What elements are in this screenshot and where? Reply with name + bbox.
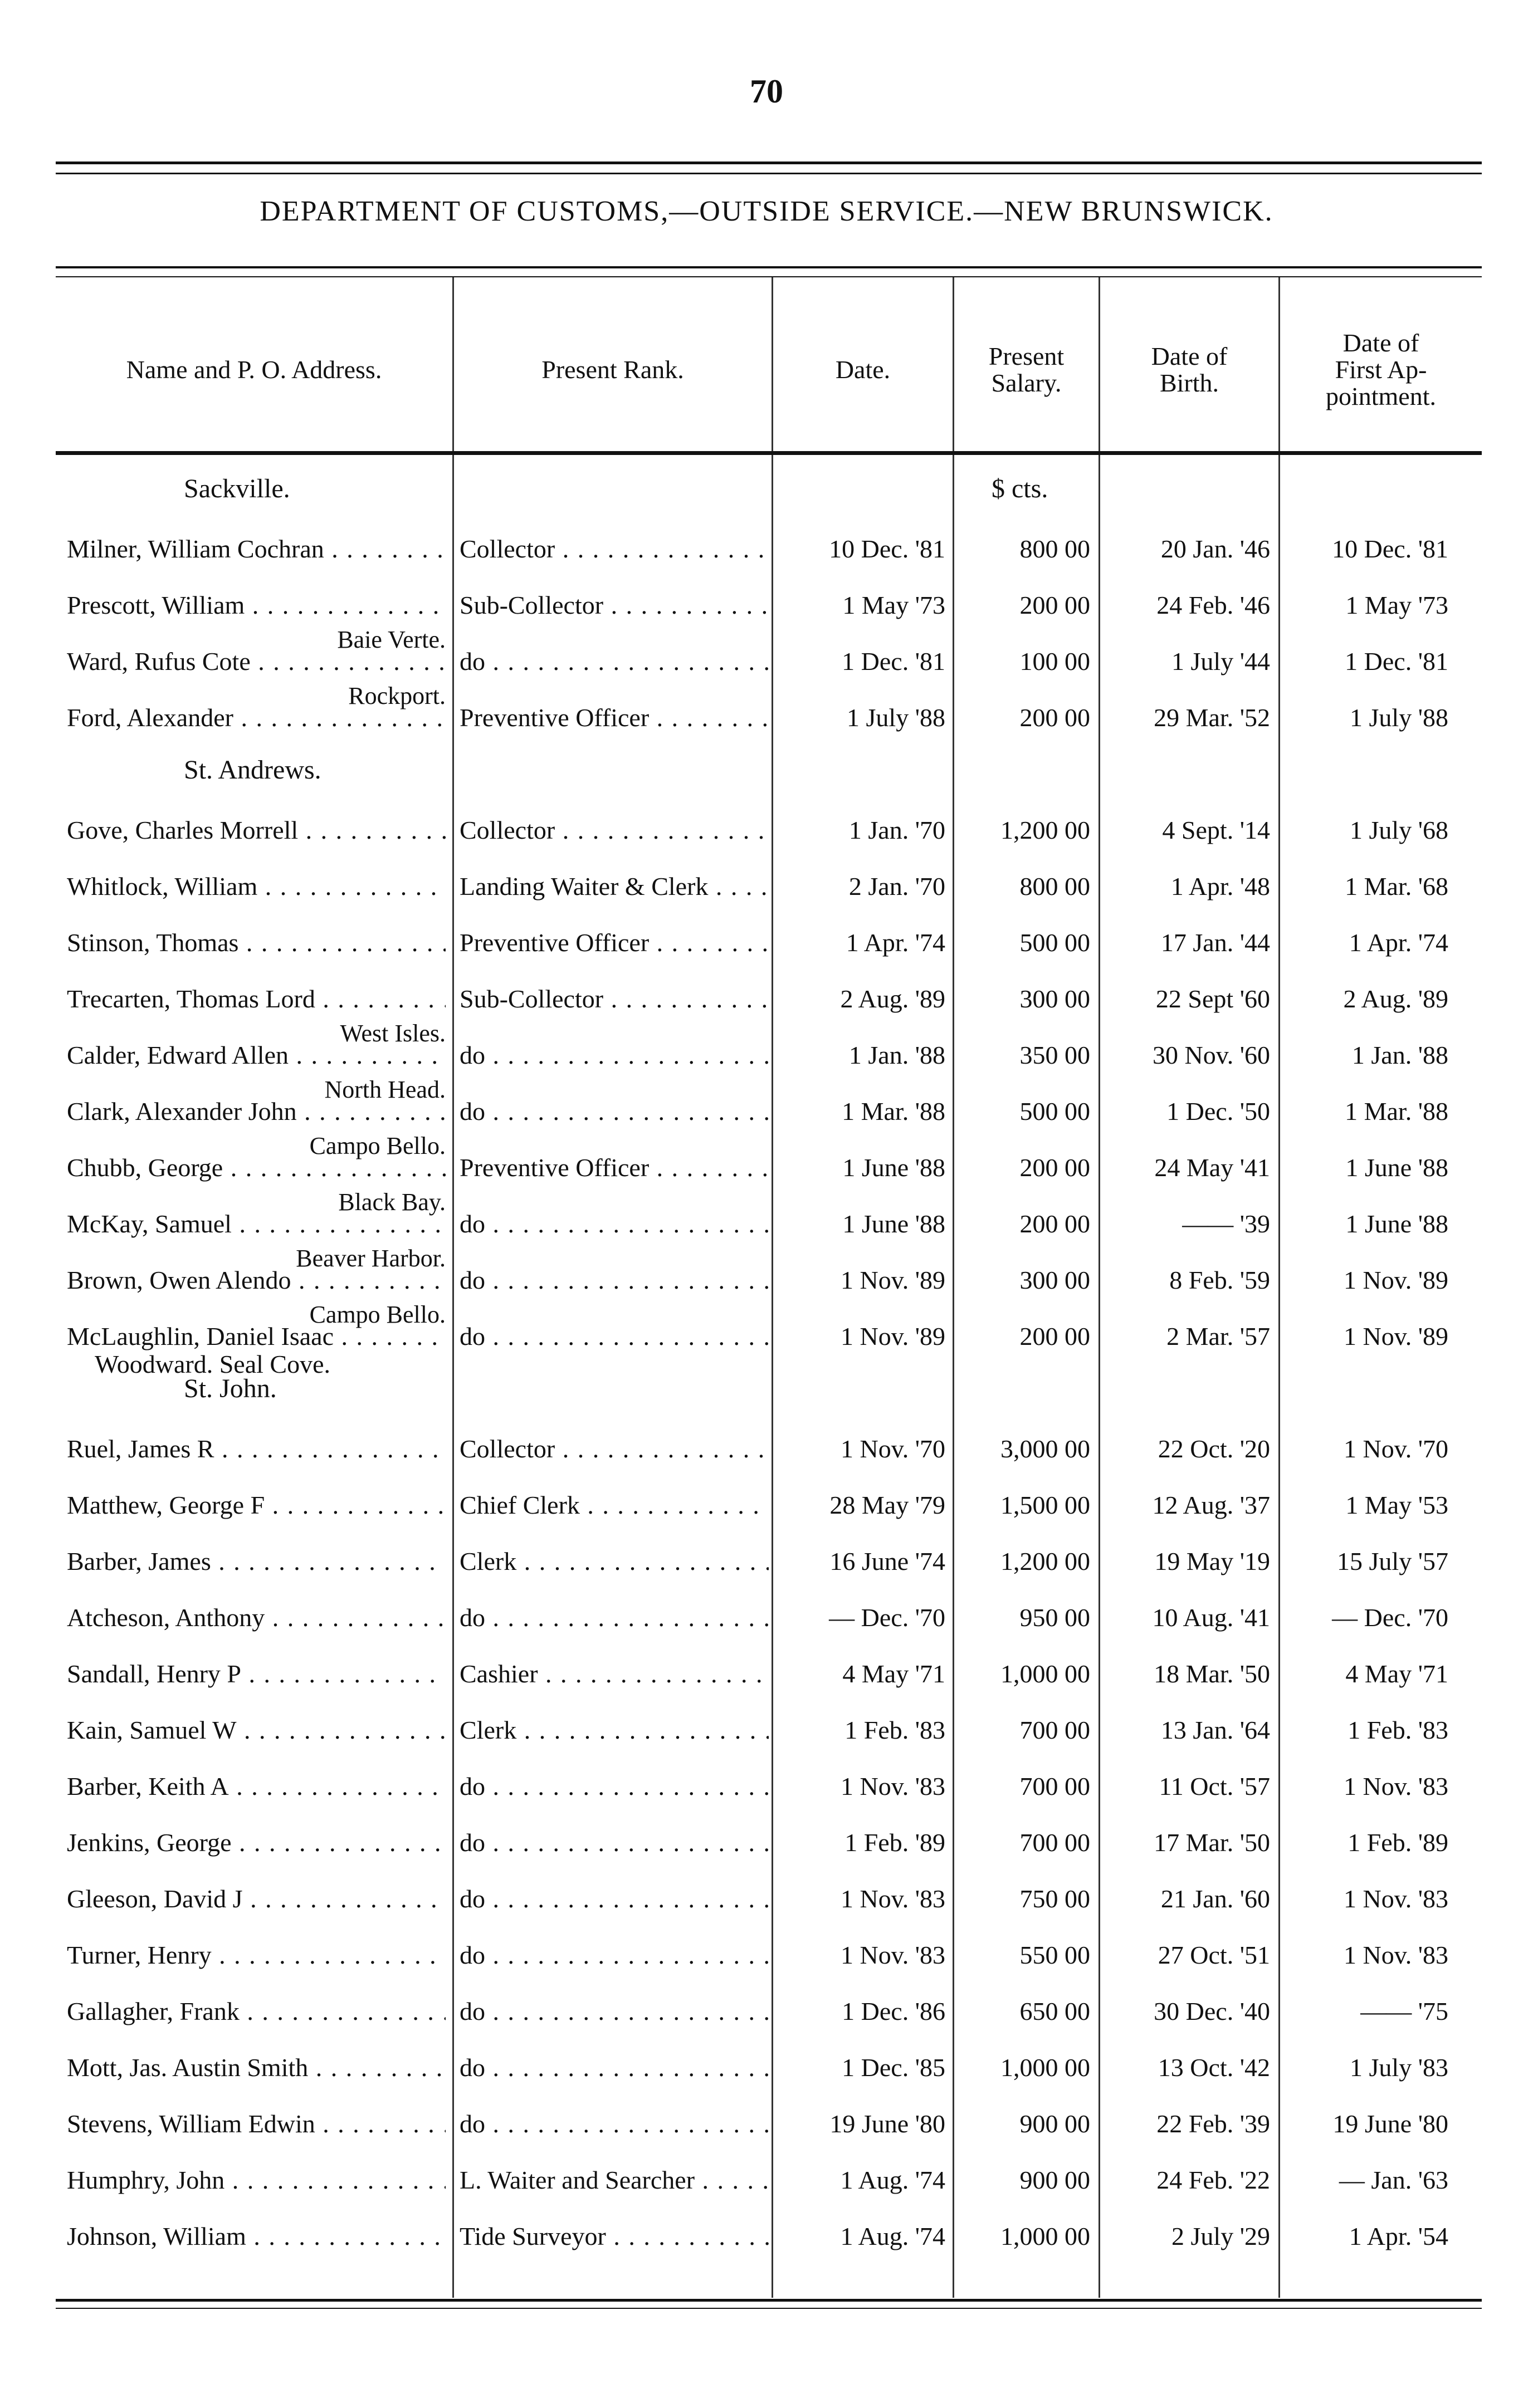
birth-cell: 22 Sept '60: [1155, 985, 1270, 1013]
header-date: [773, 290, 953, 450]
salary-cell: 200 00: [1019, 591, 1090, 619]
first-appointment-cell: 1 July '88: [1350, 703, 1448, 732]
rank-cell: do . . .: [460, 2109, 769, 2138]
birth-cell: 1 July '44: [1171, 647, 1270, 676]
rank-cell: Cashier . . .: [460, 1659, 769, 1688]
section-heading: [0, 1362, 1533, 1418]
date-cell: 1 May '73: [842, 591, 945, 619]
section-place: St. Andrews.: [184, 755, 321, 785]
rank-cell: do . . .: [460, 1940, 769, 1970]
location-label: Black Bay.: [338, 1188, 446, 1216]
date-cell: 1 Jan. '70: [848, 816, 945, 844]
date-cell: 1 Feb. '89: [844, 1828, 945, 1857]
first-appointment-cell: 1 July '83: [1350, 2053, 1448, 2082]
first-appointment-cell: 1 July '68: [1350, 816, 1448, 844]
rank-cell: do . . .: [460, 1097, 769, 1126]
first-appointment-cell: 1 Mar. '68: [1345, 872, 1448, 900]
header-first-line: First Ap-: [1335, 355, 1427, 384]
table-row: [0, 2206, 1533, 2262]
name-cell: Atcheson, Anthony . . .: [67, 1603, 446, 1632]
table-row: [0, 682, 1533, 743]
date-cell: 1 Nov. '83: [840, 1885, 945, 1913]
first-appointment-cell: 1 Feb. '83: [1348, 1716, 1448, 1744]
birth-cell: 17 Mar. '50: [1154, 1828, 1270, 1857]
name-cell: Trecarten, Thomas Lord . . .: [67, 984, 446, 1014]
date-cell: 10 Dec. '81: [829, 535, 945, 563]
header-first-line: Date of: [1342, 328, 1419, 357]
table-row: [0, 1643, 1533, 1700]
first-appointment-cell: 1 Feb. '89: [1348, 1828, 1448, 1857]
name-cell: Milner, William Cochran . . .: [67, 534, 446, 564]
first-appointment-cell: — Jan. '63: [1339, 2166, 1448, 2194]
salary-cell: 300 00: [1019, 1266, 1090, 1294]
header-salary-line: Salary.: [991, 369, 1062, 397]
table-row: [0, 1587, 1533, 1643]
birth-cell: 29 Mar. '52: [1154, 703, 1270, 732]
rank-cell: do . . .: [460, 1996, 769, 2026]
first-appointment-cell: 1 Jan. '88: [1351, 1041, 1448, 1069]
first-appointment-cell: 1 Nov. '83: [1343, 1772, 1448, 1800]
date-cell: 1 Apr. '74: [846, 928, 945, 957]
salary-cell: 950 00: [1019, 1603, 1090, 1632]
salary-cell: 200 00: [1019, 1210, 1090, 1238]
page-title: DEPARTMENT OF CUSTOMS,—OUTSIDE SERVICE.—NEW BRUNSWICK.: [260, 195, 1273, 227]
date-cell: 19 June '80: [829, 2110, 945, 2138]
rank-cell: Sub-Collector . . .: [460, 590, 769, 620]
header-name: [56, 290, 452, 450]
salary-cell: 1,000 00: [1000, 2053, 1090, 2082]
date-cell: 1 Mar. '88: [842, 1097, 945, 1125]
section-heading: [0, 743, 1533, 800]
rank-cell: do . . .: [460, 1322, 769, 1351]
first-appointment-cell: 1 Nov. '83: [1343, 1885, 1448, 1913]
rank-cell: do . . .: [460, 647, 769, 676]
salary-cell: 500 00: [1019, 1097, 1090, 1125]
date-cell: 1 Feb. '83: [844, 1716, 945, 1744]
salary-cell: 200 00: [1019, 703, 1090, 732]
salary-cell: 200 00: [1019, 1322, 1090, 1350]
first-appointment-cell: 1 Nov. '89: [1343, 1266, 1448, 1294]
date-cell: 1 Nov. '89: [840, 1322, 945, 1350]
first-appointment-cell: 19 June '80: [1332, 2110, 1448, 2138]
name-cell: Whitlock, William . . .: [67, 872, 446, 901]
location-label: Rockport.: [348, 682, 446, 709]
birth-cell: 21 Jan. '60: [1160, 1885, 1270, 1913]
header-rank: [454, 290, 772, 450]
birth-cell: 22 Oct. '20: [1158, 1435, 1270, 1463]
date-cell: — Dec. '70: [829, 1603, 945, 1632]
table-row: [0, 1245, 1533, 1306]
header-birth-line: Birth.: [1159, 369, 1219, 397]
section-place: St. John.: [184, 1374, 277, 1403]
salary-cell: 1,000 00: [1000, 1660, 1090, 1688]
name-cell: Mott, Jas. Austin Smith . . .: [67, 2053, 446, 2082]
birth-cell: 18 Mar. '50: [1154, 1660, 1270, 1688]
rank-cell: Collector . . .: [460, 815, 769, 845]
date-cell: 2 Aug. '89: [840, 985, 945, 1013]
table-row: [0, 1020, 1533, 1081]
header-birth: [1100, 290, 1278, 450]
date-cell: 1 Aug. '74: [840, 2166, 945, 2194]
name-cell: McLaughlin, Daniel Isaac . . .: [67, 1322, 446, 1351]
first-appointment-cell: 1 Apr. '54: [1349, 2222, 1448, 2250]
top-rule-thin: [56, 173, 1482, 174]
date-cell: 1 Dec. '86: [842, 1997, 945, 2025]
rank-cell: Sub-Collector . . .: [460, 984, 769, 1014]
name-cell: Prescott, William . . .: [67, 590, 446, 620]
rank-cell: Preventive Officer . . .: [460, 928, 769, 957]
date-cell: 1 June '88: [842, 1210, 945, 1238]
birth-cell: 4 Sept. '14: [1162, 816, 1270, 844]
birth-cell: 1 Apr. '48: [1170, 872, 1270, 900]
rank-cell: Collector . . .: [460, 1434, 769, 1464]
first-appointment-cell: 1 May '73: [1345, 591, 1448, 619]
salary-cell: 550 00: [1019, 1941, 1090, 1969]
bottom-rule-thin: [56, 2308, 1482, 2309]
bottom-rule: [56, 2299, 1482, 2302]
date-cell: 1 Nov. '83: [840, 1772, 945, 1800]
table-row: [0, 1868, 1533, 1925]
birth-cell: 2 Mar. '57: [1166, 1322, 1270, 1350]
location-label: West Isles.: [340, 1020, 446, 1047]
date-cell: 1 June '88: [842, 1153, 945, 1182]
date-cell: 1 Nov. '83: [840, 1941, 945, 1969]
date-cell: 1 Nov. '89: [840, 1266, 945, 1294]
salary-cell: 650 00: [1019, 1997, 1090, 2025]
table-row: [0, 575, 1533, 631]
date-cell: 1 July '88: [847, 703, 945, 732]
name-cell: McKay, Samuel . . .: [67, 1209, 446, 1239]
first-appointment-cell: 1 June '88: [1345, 1210, 1448, 1238]
header-top-rule-thin: [56, 276, 1482, 277]
birth-cell: 30 Nov. '60: [1152, 1041, 1270, 1069]
salary-cell: 100 00: [1019, 647, 1090, 676]
name-cell: Gallagher, Frank . . .: [67, 1996, 446, 2026]
table-row: [0, 1925, 1533, 1981]
rank-cell: do . . .: [460, 2053, 769, 2082]
header-salary-line: Present: [988, 341, 1065, 370]
table-row: [0, 1756, 1533, 1812]
rank-cell: Chief Clerk . . .: [460, 1490, 769, 1520]
birth-cell: 27 Oct. '51: [1158, 1941, 1270, 1969]
name-cell: Ford, Alexander . . .: [67, 703, 446, 732]
birth-cell: 1 Dec. '50: [1166, 1097, 1270, 1125]
name-cell: Stinson, Thomas . . .: [67, 928, 446, 957]
first-appointment-cell: 1 May '53: [1345, 1491, 1448, 1519]
salary-cell: 700 00: [1019, 1828, 1090, 1857]
date-cell: 16 June '74: [829, 1547, 945, 1575]
personnel-table: [0, 462, 1533, 2262]
name-cell: Chubb, George . . .: [67, 1153, 446, 1182]
first-appointment-cell: 1 Nov. '83: [1343, 1941, 1448, 1969]
table-row: [0, 1076, 1533, 1137]
header-birth-line: Date of: [1151, 341, 1228, 370]
name-cell: Johnson, William . . .: [67, 2221, 446, 2251]
header-salary: [954, 290, 1099, 450]
salary-cell: 900 00: [1019, 2166, 1090, 2194]
table-row: [0, 1812, 1533, 1868]
first-appointment-cell: 1 June '88: [1345, 1153, 1448, 1182]
birth-cell: 24 Feb. '22: [1156, 2166, 1270, 2194]
name-cell: Gove, Charles Morrell . . .: [67, 815, 446, 845]
salary-cell: 900 00: [1019, 2110, 1090, 2138]
salary-cell: 800 00: [1019, 535, 1090, 563]
name-cell: Barber, James . . .: [67, 1546, 446, 1576]
first-appointment-cell: 1 Nov. '70: [1343, 1435, 1448, 1463]
birth-cell: 8 Feb. '59: [1169, 1266, 1270, 1294]
birth-cell: 20 Jan. '46: [1160, 535, 1270, 563]
birth-cell: 11 Oct. '57: [1159, 1772, 1270, 1800]
name-cell: Gleeson, David J . . .: [67, 1884, 446, 1913]
table-row: [0, 1418, 1533, 1475]
salary-cell: 300 00: [1019, 985, 1090, 1013]
date-cell: 1 Jan. '88: [848, 1041, 945, 1069]
table-row: [0, 2150, 1533, 2206]
rank-cell: do . . .: [460, 1828, 769, 1857]
rank-cell: do . . .: [460, 1603, 769, 1632]
birth-cell: 13 Oct. '42: [1158, 2053, 1270, 2082]
birth-cell: 2 July '29: [1171, 2222, 1270, 2250]
first-appointment-cell: 4 May '71: [1345, 1660, 1448, 1688]
table-row: [0, 1301, 1533, 1378]
header-first-line: pointment.: [1325, 382, 1437, 411]
first-appointment-cell: — Dec. '70: [1332, 1603, 1448, 1632]
name-cell: Ruel, James R . . .: [67, 1434, 446, 1464]
date-cell: 4 May '71: [842, 1660, 945, 1688]
salary-cell: 200 00: [1019, 1153, 1090, 1182]
name-continuation: Woodward. Seal Cove.: [95, 1350, 330, 1378]
first-appointment-cell: —— '75: [1360, 1997, 1448, 2025]
rank-cell: Clerk . . .: [460, 1546, 769, 1576]
table-row: [0, 912, 1533, 968]
date-cell: 1 Dec. '81: [842, 647, 945, 676]
section-heading: [0, 462, 1533, 518]
salary-cell: 700 00: [1019, 1716, 1090, 1744]
birth-cell: 24 May '41: [1154, 1153, 1270, 1182]
name-cell: Humphry, John . . .: [67, 2165, 446, 2195]
date-cell: 2 Jan. '70: [848, 872, 945, 900]
table-row: [0, 1132, 1533, 1193]
salary-cell: 1,500 00: [1000, 1491, 1090, 1519]
location-label: Baie Verte.: [337, 626, 446, 653]
header-date-label: Date.: [835, 355, 891, 384]
table-row: [0, 800, 1533, 856]
birth-cell: 17 Jan. '44: [1160, 928, 1270, 957]
date-cell: 1 Nov. '70: [840, 1435, 945, 1463]
birth-cell: 19 May '19: [1154, 1547, 1270, 1575]
table-row: [0, 518, 1533, 575]
table-row: [0, 2037, 1533, 2093]
name-cell: Kain, Samuel W . . .: [67, 1715, 446, 1745]
table-row: [0, 1475, 1533, 1531]
name-cell: Matthew, George F . . .: [67, 1490, 446, 1520]
salary-cell: 350 00: [1019, 1041, 1090, 1069]
salary-cell: 800 00: [1019, 872, 1090, 900]
rank-cell: Tide Surveyor . . .: [460, 2221, 769, 2251]
salary-unit: $ cts.: [992, 474, 1048, 503]
location-label: North Head.: [324, 1076, 446, 1103]
name-cell: Clark, Alexander John . . .: [67, 1097, 446, 1126]
name-cell: Ward, Rufus Cote . . .: [67, 647, 446, 676]
table-row: [0, 626, 1533, 687]
name-cell: Jenkins, George . . .: [67, 1828, 446, 1857]
date-cell: 1 Dec. '85: [842, 2053, 945, 2082]
salary-cell: 3,000 00: [1000, 1435, 1090, 1463]
rank-cell: L. Waiter and Searcher . . .: [460, 2165, 769, 2195]
header-rank-label: Present Rank.: [541, 355, 684, 384]
salary-cell: 700 00: [1019, 1772, 1090, 1800]
salary-cell: 1,200 00: [1000, 816, 1090, 844]
table-row: [0, 2093, 1533, 2150]
rank-cell: do . . .: [460, 1884, 769, 1913]
birth-cell: 13 Jan. '64: [1160, 1716, 1270, 1744]
rank-cell: Collector . . .: [460, 534, 769, 564]
first-appointment-cell: 1 Apr. '74: [1349, 928, 1448, 957]
birth-cell: 24 Feb. '46: [1156, 591, 1270, 619]
name-cell: Sandall, Henry P . . .: [67, 1659, 446, 1688]
name-cell: Barber, Keith A . . .: [67, 1771, 446, 1801]
first-appointment-cell: 1 Nov. '89: [1343, 1322, 1448, 1350]
table-row: [0, 1700, 1533, 1756]
table-row: [0, 856, 1533, 912]
rank-cell: Landing Waiter & Clerk . . .: [460, 872, 769, 901]
name-cell: Turner, Henry . . .: [67, 1940, 446, 1970]
first-appointment-cell: 15 July '57: [1337, 1547, 1448, 1575]
rank-cell: Preventive Officer . . .: [460, 1153, 769, 1182]
name-cell: Stevens, William Edwin . . .: [67, 2109, 446, 2138]
first-appointment-cell: 1 Dec. '81: [1345, 647, 1448, 676]
birth-cell: 30 Dec. '40: [1154, 1997, 1270, 2025]
salary-cell: 750 00: [1019, 1885, 1090, 1913]
rank-cell: Clerk . . .: [460, 1715, 769, 1745]
header-name-label: Name and P. O. Address.: [126, 355, 382, 384]
header-bottom-rule: [56, 451, 1482, 455]
birth-cell: 10 Aug. '41: [1152, 1603, 1270, 1632]
location-label: Campo Bello.: [309, 1132, 446, 1159]
salary-cell: 1,200 00: [1000, 1547, 1090, 1575]
table-row: [0, 1531, 1533, 1587]
birth-cell: 22 Feb. '39: [1156, 2110, 1270, 2138]
first-appointment-cell: 1 Mar. '88: [1345, 1097, 1448, 1125]
header-top-rule: [56, 266, 1482, 268]
table-row: [0, 1188, 1533, 1250]
birth-cell: —— '39: [1182, 1210, 1270, 1238]
date-cell: 1 Aug. '74: [840, 2222, 945, 2250]
location-label: Beaver Harbor.: [296, 1245, 446, 1272]
name-cell: Calder, Edward Allen . . .: [67, 1040, 446, 1070]
section-place: Sackville.: [184, 474, 290, 503]
rank-cell: do . . .: [460, 1265, 769, 1295]
first-appointment-cell: 10 Dec. '81: [1332, 535, 1448, 563]
salary-cell: 500 00: [1019, 928, 1090, 957]
first-appointment-cell: 2 Aug. '89: [1343, 985, 1448, 1013]
rank-cell: Preventive Officer . . .: [460, 703, 769, 732]
location-label: Campo Bello.: [309, 1301, 446, 1328]
rank-cell: do . . .: [460, 1771, 769, 1801]
name-cell: Brown, Owen Alendo . . .: [67, 1265, 446, 1295]
salary-cell: 1,000 00: [1000, 2222, 1090, 2250]
table-row: [0, 1981, 1533, 2037]
rank-cell: do . . .: [460, 1209, 769, 1239]
page-number: 70: [750, 73, 783, 110]
header-first-appointment: [1280, 290, 1482, 450]
birth-cell: 12 Aug. '37: [1152, 1491, 1270, 1519]
date-cell: 28 May '79: [829, 1491, 945, 1519]
rank-cell: do . . .: [460, 1040, 769, 1070]
table-row: [0, 968, 1533, 1025]
top-rule: [56, 161, 1482, 164]
